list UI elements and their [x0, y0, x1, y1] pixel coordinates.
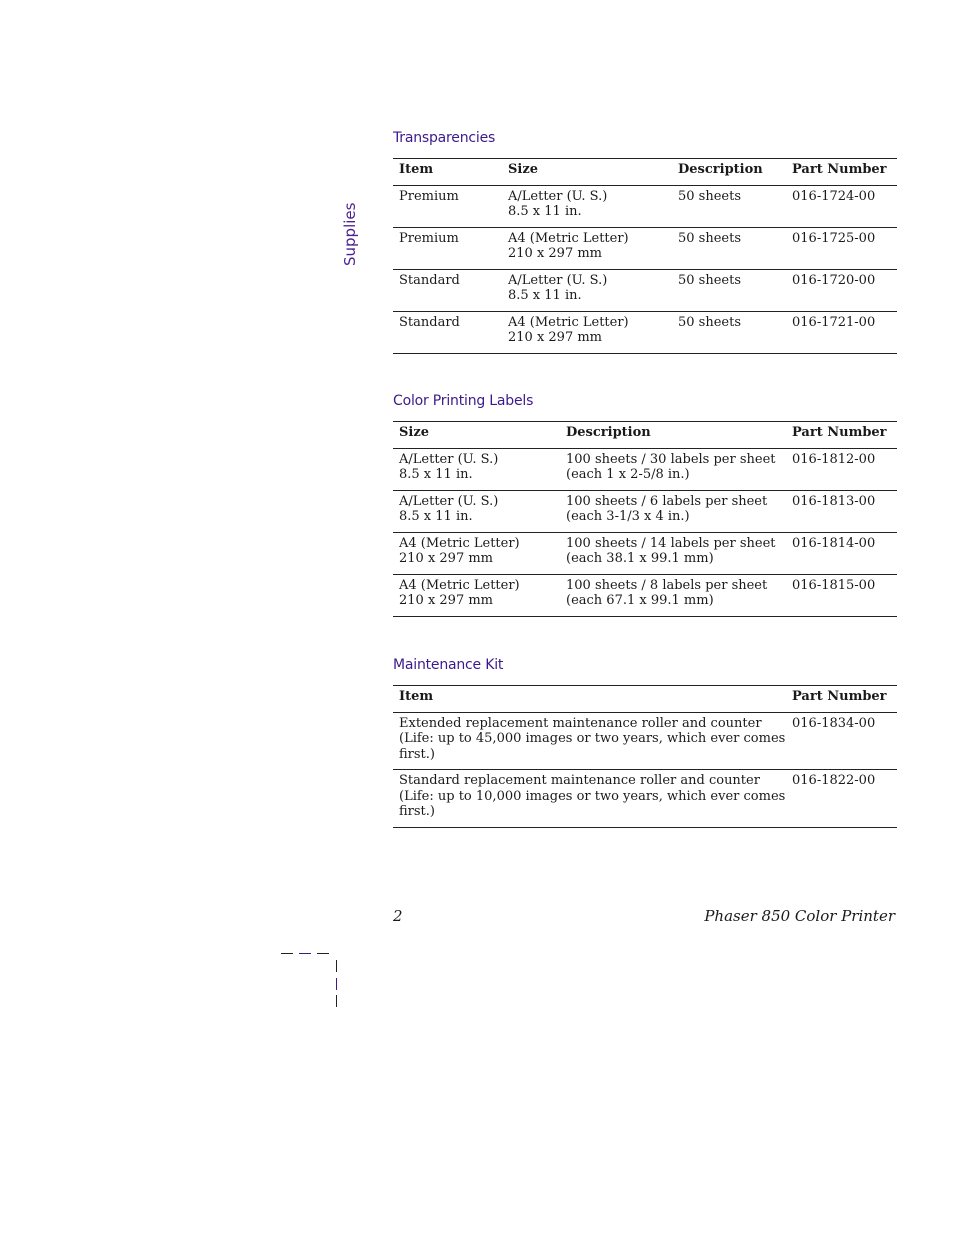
- cell-description: 100 sheets / 30 labels per sheet (each 1 x 2-5/8 in.): [566, 451, 776, 482]
- maintenance-table: [393, 685, 897, 828]
- cell-size: A4 (Metric Letter) 210 x 297 mm: [508, 314, 629, 345]
- cell-part-number: 016-1812-00: [792, 451, 876, 467]
- cell-description: 100 sheets / 6 labels per sheet (each 3-1/3 x 4 in.): [566, 493, 768, 524]
- cell-description: 100 sheets / 8 labels per sheet (each 67.1 x 99.1 mm): [566, 577, 768, 608]
- cell-part-number: 016-1720-00: [792, 272, 876, 288]
- table-row: [393, 532, 897, 574]
- cell-part-number: 016-1725-00: [792, 230, 876, 246]
- table-header-row: [393, 422, 897, 449]
- labels-table: [393, 421, 897, 617]
- cell-description: 50 sheets: [678, 230, 742, 246]
- cell-size: A/Letter (U. S.) 8.5 x 11 in.: [508, 272, 608, 303]
- document-title: Phaser 850 Color Printer: [704, 907, 895, 925]
- table-header-row: [393, 686, 897, 713]
- cell-description: 50 sheets: [678, 272, 742, 288]
- cell-size: A/Letter (U. S.) 8.5 x 11 in.: [399, 451, 499, 482]
- cell-description: 100 sheets / 14 labels per sheet (each 38.1 x 99.1 mm): [566, 535, 776, 566]
- cell-part-number: 016-1814-00: [792, 535, 876, 551]
- cell-item: Standard: [399, 272, 460, 288]
- cell-size: A4 (Metric Letter) 210 x 297 mm: [399, 535, 520, 566]
- crop-mark-horizontal: [317, 953, 329, 954]
- cell-item: Standard replacement maintenance roller and counter (Life: up to 10,000 images or two years, which ever comes first.): [399, 773, 786, 819]
- table-row: [393, 311, 897, 353]
- cell-part-number: 016-1721-00: [792, 314, 876, 330]
- labels-heading: Color Printing Labels: [393, 393, 534, 409]
- table-row: [393, 185, 897, 227]
- transparencies-heading: Transparencies: [393, 130, 496, 146]
- labels-section: [393, 392, 897, 617]
- side-tab-label: Supplies: [341, 202, 359, 266]
- transparencies-table: [393, 158, 897, 354]
- crop-mark-horizontal: [281, 953, 293, 954]
- cell-item: Premium: [399, 188, 459, 204]
- page-number: 2: [393, 907, 403, 925]
- table-row: [393, 448, 897, 490]
- cell-item: Standard: [399, 314, 460, 330]
- table-row: [393, 712, 897, 770]
- cell-part-number: 016-1724-00: [792, 188, 876, 204]
- cell-size: A/Letter (U. S.) 8.5 x 11 in.: [399, 493, 499, 524]
- column-header-item: Item: [399, 162, 434, 177]
- column-header-description: Description: [566, 425, 651, 440]
- table-header-row: [393, 159, 897, 186]
- section-side-tab: [341, 202, 361, 266]
- table-row: [393, 269, 897, 311]
- cell-part-number: 016-1815-00: [792, 577, 876, 593]
- column-header-part-number: Part Number: [792, 425, 887, 440]
- cell-size: A4 (Metric Letter) 210 x 297 mm: [399, 577, 520, 608]
- cell-description: 50 sheets: [678, 314, 742, 330]
- cell-part-number: 016-1822-00: [792, 773, 876, 788]
- cell-part-number: 016-1834-00: [792, 715, 876, 731]
- column-header-part-number: Part Number: [792, 162, 887, 177]
- crop-mark-vertical: [336, 978, 337, 990]
- cell-size: A/Letter (U. S.) 8.5 x 11 in.: [508, 188, 608, 219]
- table-row: [393, 227, 897, 269]
- table-row: [393, 574, 897, 616]
- column-header-size: Size: [508, 162, 538, 177]
- cell-part-number: 016-1813-00: [792, 493, 876, 509]
- column-header-description: Description: [678, 162, 763, 177]
- maintenance-section: [393, 656, 897, 828]
- cell-description: 50 sheets: [678, 188, 742, 204]
- column-header-item: Item: [399, 689, 434, 704]
- cell-size: A4 (Metric Letter) 210 x 297 mm: [508, 230, 629, 261]
- cell-item: Extended replacement maintenance roller and counter (Life: up to 45,000 images or two years, which ever comes first.): [399, 715, 786, 762]
- column-header-size: Size: [399, 425, 429, 440]
- cell-item: Premium: [399, 230, 459, 246]
- crop-mark-vertical: [336, 995, 337, 1007]
- transparencies-section: [393, 129, 897, 354]
- table-row: [393, 490, 897, 532]
- maintenance-heading: Maintenance Kit: [393, 657, 504, 673]
- column-header-part-number: Part Number: [792, 689, 887, 704]
- table-row: [393, 770, 897, 828]
- crop-mark-vertical: [336, 960, 337, 972]
- crop-mark-horizontal: [299, 953, 311, 954]
